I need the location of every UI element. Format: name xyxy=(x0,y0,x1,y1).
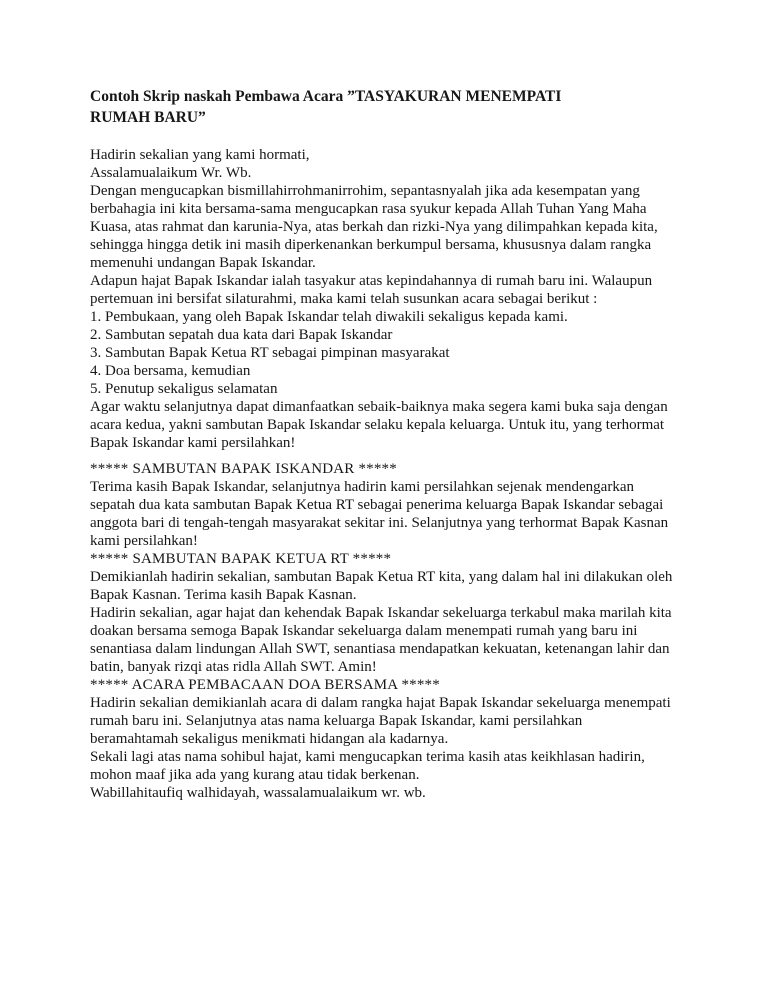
page-title-line: RUMAH BARU” xyxy=(90,109,206,126)
list-item: 1. Pembukaan, yang oleh Bapak Iskandar telah diwakili sekaligus kepada kami. xyxy=(90,309,568,325)
text-line: Agar waktu selanjutnya dapat dimanfaatkan sebaik-baiknya maka segera kami buka saja dengan xyxy=(90,399,668,415)
text-line: memenuhi undangan Bapak Iskandar. xyxy=(90,255,316,271)
section-heading-text: ***** SAMBUTAN BAPAK KETUA RT ***** xyxy=(90,551,392,567)
text-line: beramahtamah sekaligus menikmati hidangan ala kadarnya. xyxy=(90,731,449,747)
agenda-intro-paragraph xyxy=(90,272,688,308)
section-heading-sambutan-ketua-rt xyxy=(90,550,688,568)
text-line: Terima kasih Bapak Iskandar, selanjutnya hadirin kami persilahkan sejenak mendengarkan xyxy=(90,479,634,495)
text-line: Demikianlah hadirin sekalian, sambutan Bapak Ketua RT kita, yang dalam hal ini dilakukan oleh xyxy=(90,569,673,585)
text-line: kami persilahkan! xyxy=(90,533,198,549)
text-line: Dengan mengucapkan bismillahirrohmanirrohim, sepantasnyalah jika ada kesempatan yang xyxy=(90,183,640,199)
text-line: acara kedua, yakni sambutan Bapak Iskandar selaku kepala keluarga. Untuk itu, yang terhormat xyxy=(90,417,665,433)
text-line: sepatah dua kata sambutan Bapak Ketua RT sebagai penerima keluarga Bapak Iskandar sebagai xyxy=(90,497,664,513)
opening-paragraph xyxy=(90,182,688,272)
agenda-list xyxy=(90,308,688,398)
text-line: sehingga hingga detik ini masih diperkenankan berkumpul bersama, khususnya dalam rangka xyxy=(90,237,652,253)
text-line: Hadirin sekalian yang kami hormati, xyxy=(90,147,310,163)
text-line: Assalamualaikum Wr. Wb. xyxy=(90,165,252,181)
text-line: batin, banyak rizqi atas ridla Allah SWT. Amin! xyxy=(90,659,377,675)
list-item: 2. Sambutan sepatah dua kata dari Bapak Iskandar xyxy=(90,327,393,343)
text-line: Hadirin sekalian, agar hajat dan kehendak Bapak Iskandar sekeluarga terkabul maka marilah kita xyxy=(90,605,672,621)
page-title-line: Contoh Skrip naskah Pembawa Acara ”TASYAKURAN MENEMPATI xyxy=(90,88,562,105)
doa-invitation-paragraph xyxy=(90,604,688,676)
text-line: senantiasa dalam lindungan Allah SWT, senantiasa mendapatkan kekuatan, ketenangan lahir dan xyxy=(90,641,670,657)
text-line: Bapak Iskandar kami persilahkan! xyxy=(90,435,296,451)
blank-line-spacer xyxy=(90,452,688,460)
text-line: Kuasa, atas rahmat dan karunia-Nya, atas berkah dan rizki-Nya yang dilimpahkan kepada kita, xyxy=(90,219,658,235)
text-line: mohon maaf jika ada yang kurang atau tidak berkenan. xyxy=(90,767,420,783)
after-iskandar-paragraph xyxy=(90,478,688,550)
closing-paragraph xyxy=(90,694,688,748)
list-item: 5. Penutup sekaligus selamatan xyxy=(90,381,278,397)
salutation-paragraph xyxy=(90,784,688,802)
greeting-paragraph xyxy=(90,146,688,182)
section-heading-sambutan-iskandar xyxy=(90,460,688,478)
text-line: Hadirin sekalian demikianlah acara di dalam rangka hajat Bapak Iskandar sekeluarga menempati xyxy=(90,695,671,711)
text-line: pertemuan ini bersifat silaturahmi, maka kami telah susunkan acara sebagai berikut : xyxy=(90,291,598,307)
list-item: 4. Doa bersama, kemudian xyxy=(90,363,251,379)
section-heading-doa-bersama xyxy=(90,676,688,694)
text-line: Sekali lagi atas nama sohibul hajat, kami mengucapkan terima kasih atas keikhlasan hadirin, xyxy=(90,749,645,765)
section-heading-text: ***** ACARA PEMBACAAN DOA BERSAMA ***** xyxy=(90,677,440,693)
after-ketua-rt-paragraph xyxy=(90,568,688,604)
text-line: Wabillahitaufiq walhidayah, wassalamualaikum wr. wb. xyxy=(90,785,426,801)
text-line: anggota bari di tengah-tengah masyarakat sekitar ini. Selanjutnya yang terhormat Bapak Kasnan xyxy=(90,515,669,531)
text-line: doakan bersama semoga Bapak Iskandar sekeluarga dalam menempati rumah yang baru ini xyxy=(90,623,638,639)
section-heading-text: ***** SAMBUTAN BAPAK ISKANDAR ***** xyxy=(90,461,397,477)
text-line: berbahagia ini kita bersama-sama mengucapkan rasa syukur kepada Allah Tuhan Yang Maha xyxy=(90,201,647,217)
page-title xyxy=(90,86,688,128)
list-item: 3. Sambutan Bapak Ketua RT sebagai pimpinan masyarakat xyxy=(90,345,450,361)
text-line: rumah baru ini. Selanjutnya atas nama keluarga Bapak Iskandar, kami persilahkan xyxy=(90,713,583,729)
transition-paragraph xyxy=(90,398,688,452)
text-line: Bapak Kasnan. Terima kasih Bapak Kasnan. xyxy=(90,587,357,603)
text-line: Adapun hajat Bapak Iskandar ialah tasyakur atas kepindahannya di rumah baru ini. Walaupun xyxy=(90,273,653,289)
thanks-paragraph xyxy=(90,748,688,784)
